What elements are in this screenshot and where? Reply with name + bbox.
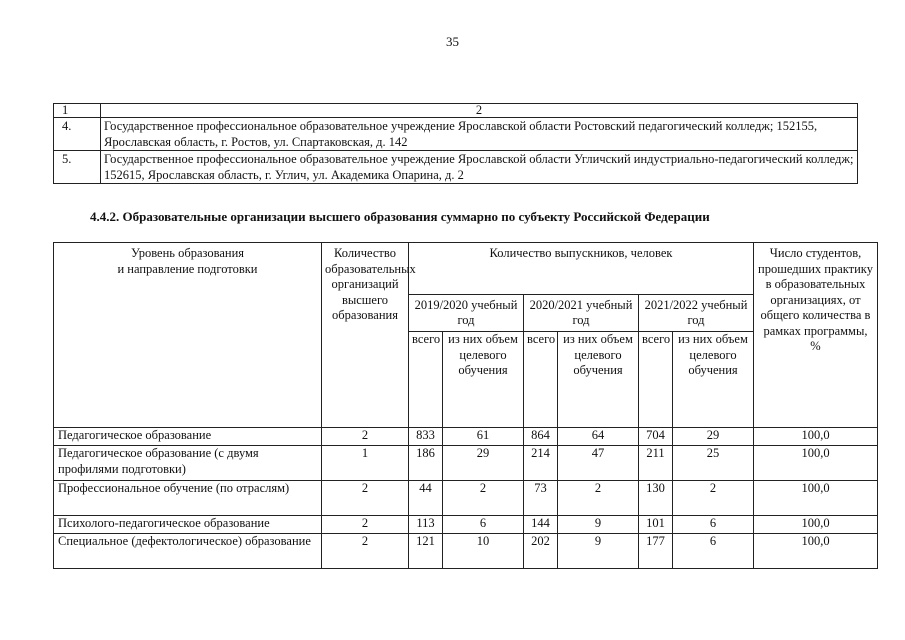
total-header: всего xyxy=(524,332,558,428)
total-2020-cell: 864 xyxy=(524,428,558,446)
total-2019-cell: 113 xyxy=(409,516,443,534)
total-2019-cell: 833 xyxy=(409,428,443,446)
total-2019-cell: 186 xyxy=(409,446,443,481)
target-header: из них объем целевого обучения xyxy=(443,332,524,428)
target-2021-cell: 29 xyxy=(673,428,754,446)
orgs-cell: 2 xyxy=(322,516,409,534)
total-2021-cell: 177 xyxy=(639,534,673,569)
total-header: всего xyxy=(409,332,443,428)
table-row xyxy=(54,534,878,569)
level-header-line2: и направление подготовки xyxy=(117,261,258,276)
orgs-cell: 2 xyxy=(322,534,409,569)
target-2019-cell: 10 xyxy=(443,534,524,569)
higher-education-table xyxy=(53,242,878,569)
year-header-2021: 2021/2022 учебный год xyxy=(639,295,754,332)
level-cell: Специальное (дефектологическое) образование xyxy=(54,534,322,569)
target-2020-cell: 2 xyxy=(558,481,639,516)
target-2019-cell: 29 xyxy=(443,446,524,481)
page-number: 35 xyxy=(446,34,459,49)
column-2-header: 2 xyxy=(101,104,858,118)
practice-cell: 100,0 xyxy=(754,516,878,534)
total-2021-cell: 704 xyxy=(639,428,673,446)
organization-text: Государственное профессиональное образовательное учреждение Ярославской области Угличский индустриально-педагогический колледж; 152615, Ярославская область, г. Углич, ул. Академика Опарина, д. 2 xyxy=(101,151,858,184)
year-header-2020: 2020/2021 учебный год xyxy=(524,295,639,332)
practice-cell: 100,0 xyxy=(754,534,878,569)
section-heading: 4.4.2. Образовательные организации высшего образования суммарно по субъекту Российской Федерации xyxy=(90,209,710,224)
table-row xyxy=(54,118,858,151)
total-2020-cell: 144 xyxy=(524,516,558,534)
target-2020-cell: 9 xyxy=(558,516,639,534)
level-header xyxy=(54,243,322,428)
target-header: из них объем целевого обучения xyxy=(558,332,639,428)
target-2019-cell: 6 xyxy=(443,516,524,534)
table-row xyxy=(54,516,878,534)
practice-header: Число студентов, прошедших практику в образовательных организациях, от общего количества в рамках программы, % xyxy=(754,243,878,428)
total-2019-cell: 44 xyxy=(409,481,443,516)
target-2021-cell: 6 xyxy=(673,534,754,569)
table-row xyxy=(54,446,878,481)
row-number: 5. xyxy=(54,151,101,184)
total-2019-cell: 121 xyxy=(409,534,443,569)
orgs-cell: 2 xyxy=(322,428,409,446)
total-2020-cell: 214 xyxy=(524,446,558,481)
graduates-header: Количество выпускников, человек xyxy=(409,243,754,295)
table-header-row xyxy=(54,104,858,118)
target-2021-cell: 6 xyxy=(673,516,754,534)
target-2019-cell: 61 xyxy=(443,428,524,446)
level-cell: Педагогическое образование (с двумя профилями подготовки) xyxy=(54,446,322,481)
orgs-count-header: Количество образовательных организаций высшего образования xyxy=(322,243,409,428)
level-cell: Педагогическое образование xyxy=(54,428,322,446)
year-header-2019: 2019/2020 учебный год xyxy=(409,295,524,332)
target-2020-cell: 9 xyxy=(558,534,639,569)
table-row xyxy=(54,151,858,184)
total-header: всего xyxy=(639,332,673,428)
total-2021-cell: 130 xyxy=(639,481,673,516)
level-cell: Психолого-педагогическое образование xyxy=(54,516,322,534)
total-2020-cell: 202 xyxy=(524,534,558,569)
practice-cell: 100,0 xyxy=(754,446,878,481)
target-header: из них объем целевого обучения xyxy=(673,332,754,428)
orgs-cell: 1 xyxy=(322,446,409,481)
row-number: 4. xyxy=(54,118,101,151)
table-row xyxy=(54,481,878,516)
level-header-line1: Уровень образования xyxy=(130,246,245,260)
target-2021-cell: 25 xyxy=(673,446,754,481)
total-2020-cell: 73 xyxy=(524,481,558,516)
column-1-header: 1 xyxy=(54,104,101,118)
target-2021-cell: 2 xyxy=(673,481,754,516)
practice-cell: 100,0 xyxy=(754,428,878,446)
total-2021-cell: 101 xyxy=(639,516,673,534)
table-row xyxy=(54,428,878,446)
total-2021-cell: 211 xyxy=(639,446,673,481)
practice-cell: 100,0 xyxy=(754,481,878,516)
orgs-cell: 2 xyxy=(322,481,409,516)
organizations-list-table xyxy=(53,103,858,184)
target-2020-cell: 64 xyxy=(558,428,639,446)
target-2019-cell: 2 xyxy=(443,481,524,516)
target-2020-cell: 47 xyxy=(558,446,639,481)
organization-text: Государственное профессиональное образовательное учреждение Ярославской области Ростовский педагогический колледж; 152155, Ярославская область, г. Ростов, ул. Спартаковская, д. 142 xyxy=(101,118,858,151)
level-cell: Профессиональное обучение (по отраслям) xyxy=(54,481,322,516)
